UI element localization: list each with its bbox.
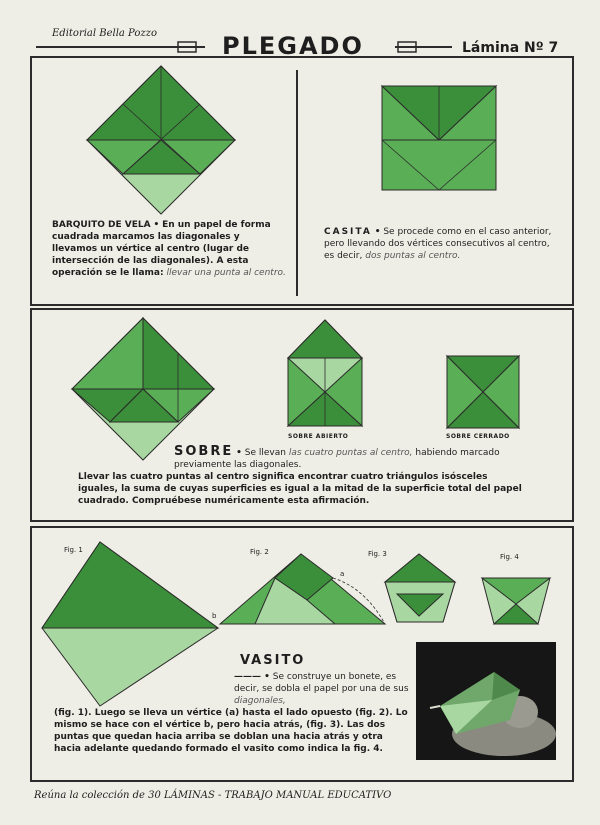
barquito-body: En un papel de forma cuadrada marcamos las diagonales y llevamos un vértice al centro (lugar de intersección de las diagonales). A esta operación se le llama: — [52, 220, 271, 278]
sobre-body: Llevar las cuatro puntas al centro significa encontrar cuatro triángulos isósceles iguales, la suma de cuyas superficies es igual a la mitad de la superficie total del papel cuadrado. Compruébese numéricamente esta afirmación. — [78, 472, 522, 506]
sobre-text — [78, 446, 523, 507]
barquito-title: BARQUITO DE VELA — [52, 220, 151, 230]
casita-text — [324, 226, 556, 262]
vasito-title: VASITO — [240, 653, 306, 668]
vasito-photo — [416, 642, 556, 760]
fig3-label: Fig. 3 — [368, 550, 387, 558]
casita-diagram — [380, 84, 500, 194]
plate-number: Lámina Nº 7 — [462, 40, 559, 56]
sobre-lead: Se llevan — [244, 448, 286, 458]
sobre-diagram-large — [70, 316, 220, 461]
sobre-cerrado-diagram — [445, 354, 523, 432]
vasito-fig4-diagram — [480, 574, 554, 630]
vasito-dash: ——— • — [234, 672, 270, 682]
page-title: PLEGADO — [222, 32, 364, 60]
publisher-signature: Editorial Bella Pozzo — [52, 28, 157, 39]
vasito-text2: (fig. 1). Luego se lleva un vértice (a) hasta el lado opuesto (fig. 2). Lo mismo se hace con el vértice b, pero hacia atrás, (fig. 3). Las dos puntas que quedan hacia arriba se doblan una hacia atrás y otra hacia adelante quedando formado el vasito como indica la fig. 4. — [54, 708, 408, 754]
fig4-label: Fig. 4 — [500, 553, 519, 561]
barquito-italic: llevar una punta al centro. — [166, 268, 286, 278]
footer-text: Reúna la colección de 30 LÁMINAS - TRABAJO MANUAL EDUCATIVO — [34, 790, 392, 801]
sobre-lead2: habiendo marcado previamente las diagonales. — [174, 448, 500, 470]
caption-sobre-cerrado: SOBRE CERRADO — [446, 433, 510, 440]
sobre-bullet: • — [236, 448, 242, 458]
barquito-bullet: • — [153, 220, 160, 230]
casita-body: Se procede como en el caso anterior, pero llevando dos vértices consecutivos al centro, es decir, — [324, 227, 552, 261]
vasito-fig2-diagram — [215, 548, 390, 628]
fig2-label-b: a — [340, 570, 345, 578]
panel-divider — [296, 70, 298, 296]
casita-title: CASITA — [324, 227, 372, 237]
caption-sobre-abierto: SOBRE ABIERTO — [288, 433, 349, 440]
casita-italic: dos puntas al centro. — [365, 251, 461, 261]
vasito-italic1: diagonales, — [234, 696, 286, 706]
barquito-text — [52, 219, 287, 279]
casita-bullet: • — [374, 227, 381, 237]
fig2-label-a: b — [212, 612, 217, 620]
sobre-title: SOBRE — [174, 444, 234, 459]
fig1-label: Fig. 1 — [64, 546, 83, 554]
sobre-italic: las cuatro puntas al centro, — [288, 448, 413, 458]
hand-holding-cup-illustration — [416, 642, 556, 760]
sobre-abierto-diagram — [286, 318, 366, 430]
vasito-text1: Se construye un bonete, es decir, se dobla el papel por una de sus — [234, 672, 409, 694]
barquito-diagram — [85, 64, 245, 214]
vasito-fig3-diagram — [383, 552, 463, 632]
vasito-text — [54, 671, 410, 755]
fig2-label: Fig. 2 — [250, 548, 269, 556]
